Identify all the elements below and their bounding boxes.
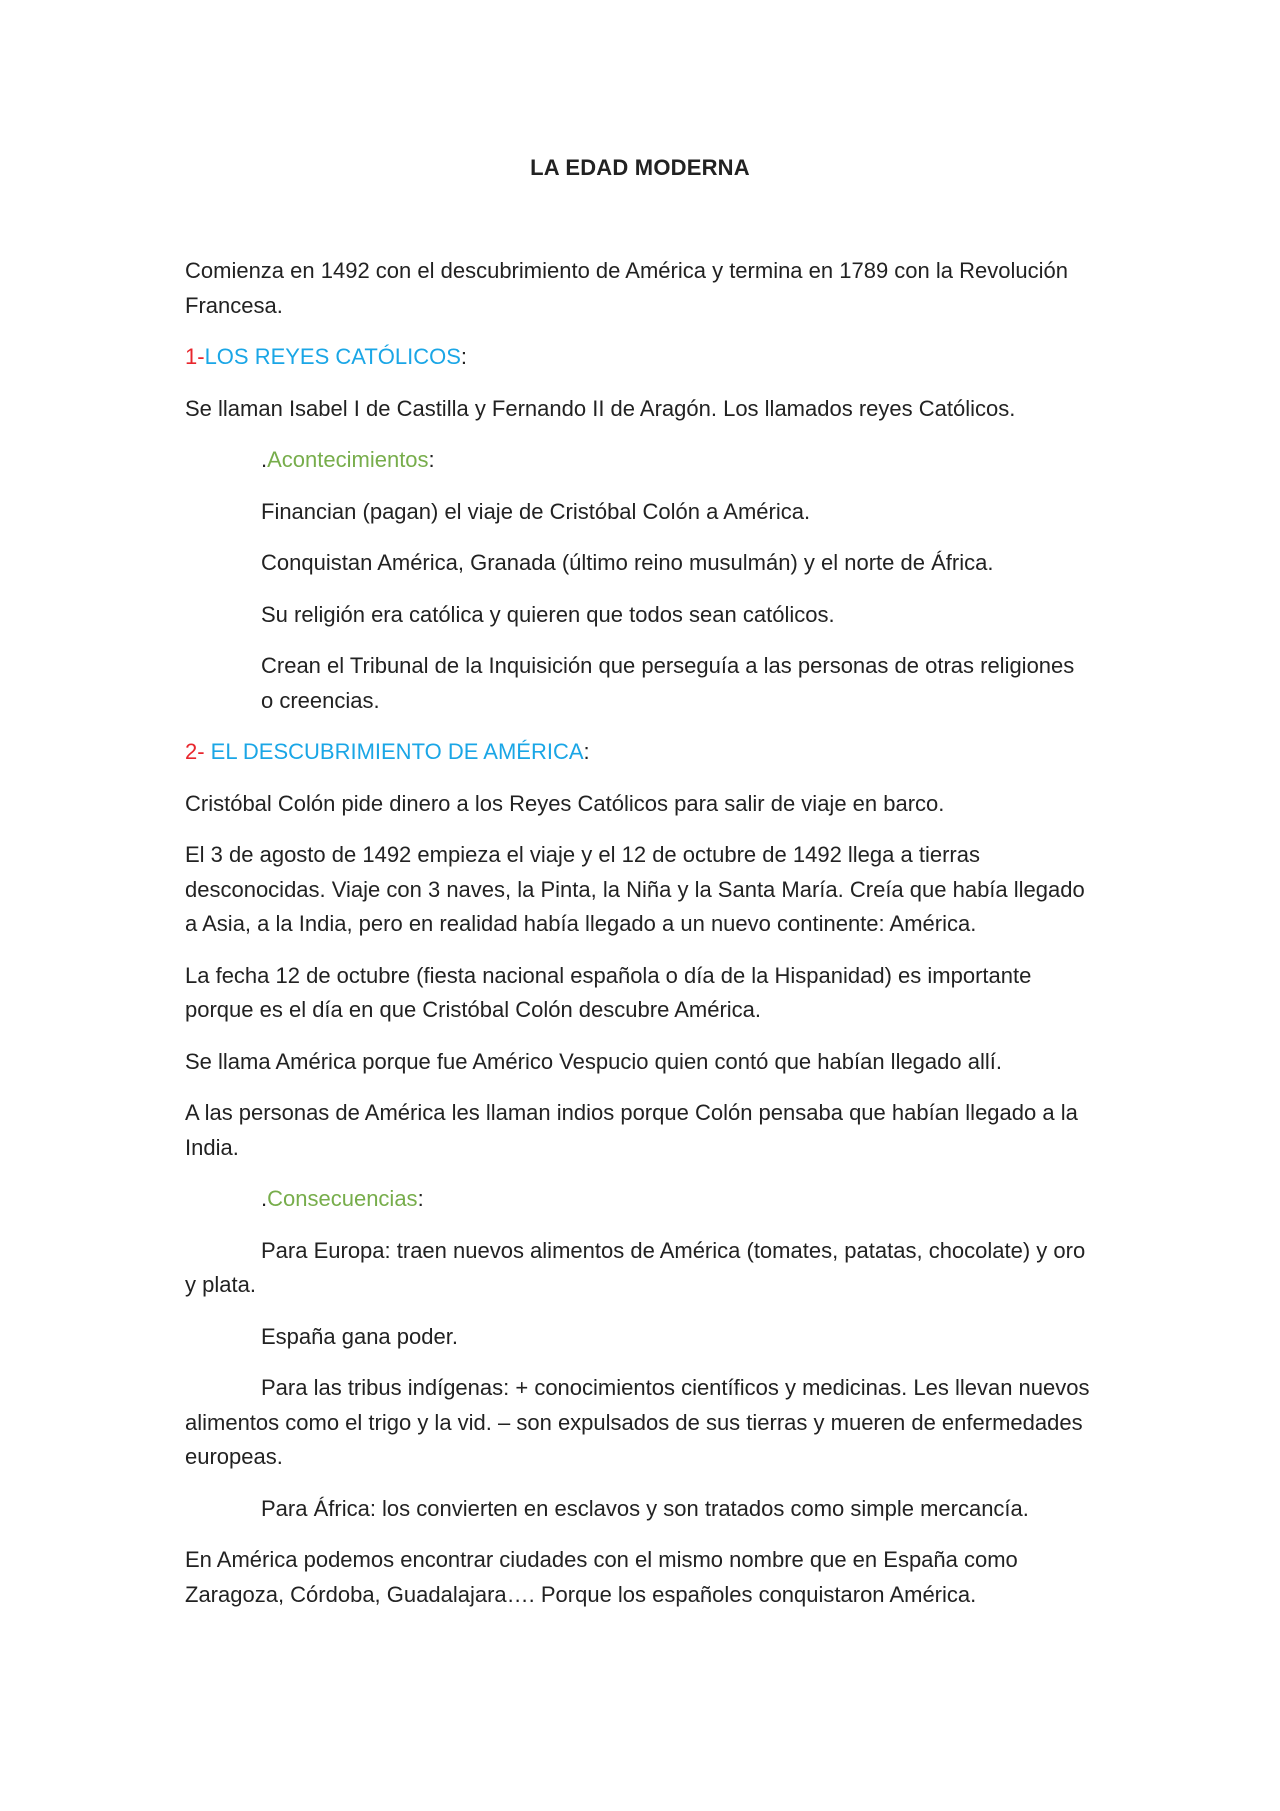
section-1-colon: :: [460, 344, 468, 369]
acontecimiento-item: Conquistan América, Granada (último reino musulmán) y el norte de África.: [261, 550, 994, 575]
section-2-paragraph: La fecha 12 de octubre (fiesta nacional española o día de la Hispanidad) es importante porque es el día en que Cristóbal Colón descubre América.: [185, 962, 1032, 1022]
acontecimientos-heading: [261, 443, 1091, 478]
section-2-colon: :: [583, 739, 590, 764]
consecuencia-item: Para las tribus indígenas: + conocimientos científicos y medicinas. Les llevan nuevos alimentos como el trigo y la vid. – son expulsados de sus tierras y mueren de enfermedades europeas.: [185, 1375, 1090, 1469]
consecuencias-dot: .: [261, 1186, 268, 1211]
acontecimientos-title: Acontecimientos: [267, 447, 429, 472]
consecuencias-colon: :: [417, 1186, 424, 1211]
page-title: LA EDAD MODERNA: [530, 155, 750, 180]
consecuencias-title: Consecuencias: [267, 1186, 418, 1211]
section-2-number: 2-: [185, 739, 205, 764]
acontecimientos-dot: .: [261, 447, 268, 472]
section-2-heading: [185, 735, 1091, 770]
section-1-title: LOS REYES CATÓLICOS: [204, 344, 461, 369]
section-2-paragraph: A las personas de América les llaman indios porque Colón pensaba que habían llegado a la India.: [185, 1100, 1078, 1160]
acontecimiento-item: Crean el Tribunal de la Inquisición que perseguía a las personas de otras religiones o creencias.: [261, 653, 1075, 713]
acontecimiento-item: Financian (pagan) el viaje de Cristóbal Colón a América.: [261, 498, 811, 524]
section-1-heading: [185, 340, 1091, 375]
consecuencia-item: España gana poder.: [261, 1323, 458, 1349]
acontecimiento-item: Su religión era católica y quieren que todos sean católicos.: [261, 601, 835, 627]
section-2-paragraph: El 3 de agosto de 1492 empieza el viaje y el 12 de octubre de 1492 llega a tierras desconocidas. Viaje con 3 naves, la Pinta, la Niña y la Santa María. Creía que había llegado a Asia, a la India, pero en realidad había llegado a un nuevo continente: América.: [185, 842, 1085, 936]
document-body: [185, 254, 1091, 1629]
acontecimientos-colon: :: [428, 447, 435, 472]
section-1-text: Se llaman Isabel I de Castilla y Fernando II de Aragón. Los llamados reyes Católicos.: [185, 395, 1016, 421]
section-1-number: 1-: [185, 344, 205, 369]
consecuencia-item: Para Europa: traen nuevos alimentos de América (tomates, patatas, chocolate) y oro y plata.: [185, 1237, 1086, 1297]
section-2-title: EL DESCUBRIMIENTO DE AMÉRICA: [204, 739, 584, 764]
consecuencia-item: Para África: los convierten en esclavos y son tratados como simple mercancía.: [261, 1495, 1029, 1521]
intro-paragraph: Comienza en 1492 con el descubrimiento de América y termina en 1789 con la Revolución Francesa.: [185, 258, 1068, 318]
closing-paragraph: En América podemos encontrar ciudades con el mismo nombre que en España como Zaragoza, Córdoba, Guadalajara…. Porque los españoles conquistaron América.: [185, 1547, 1018, 1607]
consecuencias-heading: [261, 1182, 1091, 1217]
section-2-paragraph: Se llama América porque fue Américo Vespucio quien contó que habían llegado allí.: [185, 1048, 1002, 1074]
section-2-paragraph: Cristóbal Colón pide dinero a los Reyes Católicos para salir de viaje en barco.: [185, 790, 945, 816]
